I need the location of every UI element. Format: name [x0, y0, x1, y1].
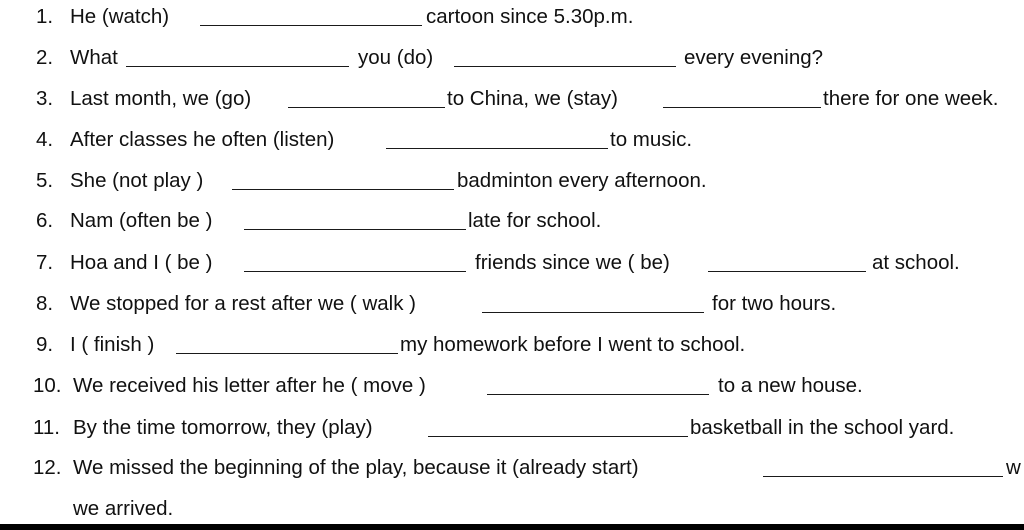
answer-blank[interactable]: [386, 148, 608, 149]
item-text: Nam (often be ): [70, 209, 213, 232]
item-text: at school.: [872, 251, 960, 274]
item-number: 9.: [36, 333, 54, 356]
item-text: we arrived.: [73, 497, 174, 520]
item-number: 12.: [33, 456, 62, 479]
item-text: to a new house.: [718, 374, 863, 397]
item-text: She (not play ): [70, 169, 204, 192]
item-text: to music.: [610, 128, 693, 151]
item-text: He (watch): [70, 5, 170, 28]
item-text: to China, we (stay): [447, 87, 618, 110]
item-number: 10.: [33, 374, 62, 397]
item-number: 11.: [33, 416, 60, 439]
item-text: badminton every afternoon.: [457, 169, 707, 192]
answer-blank[interactable]: [663, 107, 821, 108]
answer-blank[interactable]: [232, 189, 454, 190]
answer-blank[interactable]: [244, 229, 466, 230]
answer-blank[interactable]: [200, 25, 422, 26]
item-text: We received his letter after he ( move ): [73, 374, 426, 397]
item-number: 2.: [36, 46, 54, 69]
answer-blank[interactable]: [428, 436, 688, 437]
item-text: cartoon since 5.30p.m.: [426, 5, 634, 28]
item-text: Last month, we (go): [70, 87, 252, 110]
item-text: basketball in the school yard.: [690, 416, 955, 439]
item-text: friends since we ( be): [475, 251, 670, 274]
item-text: I ( finish ): [70, 333, 155, 356]
answer-blank[interactable]: [454, 66, 676, 67]
answer-blank[interactable]: [487, 394, 709, 395]
item-text: there for one week.: [823, 87, 999, 110]
item-number: 3.: [36, 87, 54, 110]
item-text: After classes he often (listen): [70, 128, 335, 151]
item-text: By the time tomorrow, they (play): [73, 416, 373, 439]
item-text: We missed the beginning of the play, because it (already start): [73, 456, 639, 479]
item-number: 8.: [36, 292, 54, 315]
answer-blank[interactable]: [126, 66, 349, 67]
answer-blank[interactable]: [176, 353, 398, 354]
item-number: 4.: [36, 128, 54, 151]
answer-blank[interactable]: [244, 271, 466, 272]
item-text: my homework before I went to school.: [400, 333, 746, 356]
answer-blank[interactable]: [288, 107, 445, 108]
answer-blank[interactable]: [763, 476, 1003, 477]
item-number: 5.: [36, 169, 54, 192]
item-text: Hoa and I ( be ): [70, 251, 213, 274]
item-text: What: [70, 46, 118, 69]
item-text: late for school.: [468, 209, 602, 232]
item-text: you (do): [358, 46, 434, 69]
item-number: 7.: [36, 251, 54, 274]
item-number: 6.: [36, 209, 54, 232]
item-text: We stopped for a rest after we ( walk ): [70, 292, 416, 315]
answer-blank[interactable]: [708, 271, 866, 272]
item-text: w: [1006, 456, 1021, 479]
item-number: 1.: [36, 5, 54, 28]
answer-blank[interactable]: [482, 312, 704, 313]
item-text: every evening?: [684, 46, 824, 69]
item-text: for two hours.: [712, 292, 837, 315]
bottom-edge-bar: [0, 524, 1024, 530]
